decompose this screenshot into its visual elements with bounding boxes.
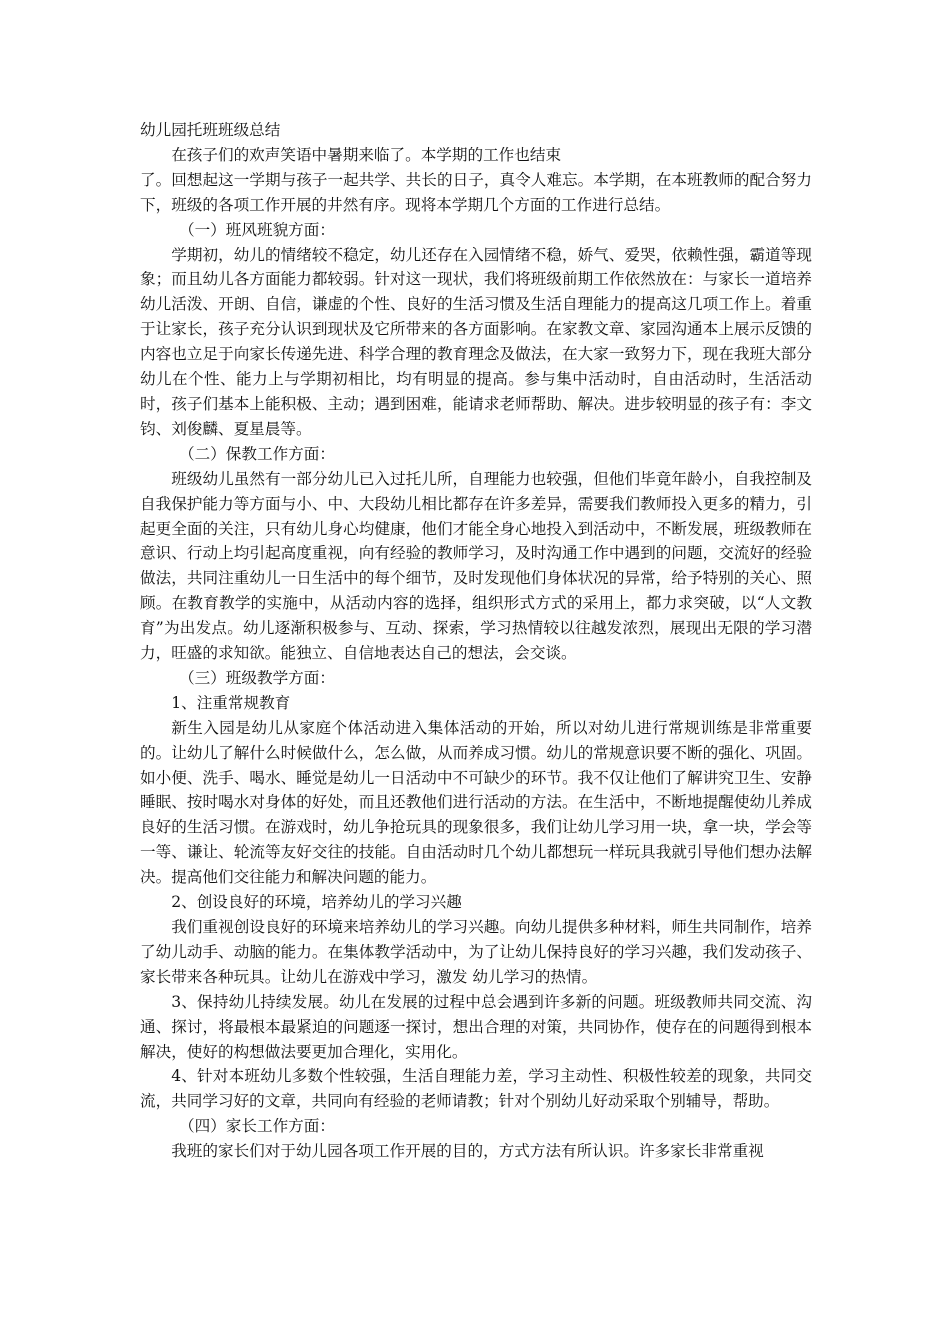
paragraph-parents: 我班的家长们对于幼儿园各项工作开展的目的，方式方法有所认识。许多家长非常重视	[171, 1142, 764, 1161]
subheading-routine-education: 1、注重常规教育	[171, 693, 291, 712]
paragraph-continuous-development: 3、保持幼儿持续发展。幼儿在发展的过程中总会遇到许多新的问题。班级教师共同交流、沟通、探讨，将最根本最紧迫的问题逐一探讨，想出合理的对策，共同协作，使存在的问题得到根本解决，使好的构想做法要更加合理化，实用化。	[140, 992, 812, 1061]
paragraph-intro-2: 了。回想起这一学期与孩子一起共学、共长的日子，真令人难忘。本学期，在本班教师的配合努力下，班级的各项工作开展的井然有序。现将本学期几个方面的工作进行总结。	[140, 170, 812, 214]
paragraph-routine-education: 新生入园是幼儿从家庭个体活动进入集体活动的开始，所以对幼儿进行常规训练是非常重要的。让幼儿了解什么时候做什么，怎么做，从而养成习惯。幼儿的常规意识要不断的强化、巩固。如小便、洗手、喝水、睡觉是幼儿一日活动中不可缺少的环节。我不仅让他们了解讲究卫生、安静睡眠、按时喝水对身体的好处，而且还教他们进行活动的方法。在生活中，不断地提醒使幼儿养成良好的生活习惯。在游戏时，幼儿争抢玩具的现象很多，我们让幼儿学习用一块，拿一块，学会等一等、谦让、轮流等友好交往的技能。自由活动时几个幼儿都想玩一样玩具我就引导他们想办法解决。提高他们交往能力和解决问题的能力。	[140, 718, 812, 887]
document-title: 幼儿园托班班级总结	[140, 121, 281, 139]
paragraph-environment: 我们重视创设良好的环境来培养幼儿的学习兴趣。向幼儿提供多种材料，师生共同制作，培养了幼儿动手、动脑的能力。在集体教学活动中，为了让幼儿保持良好的学习兴趣，我们发动孩子、家长带来各种玩具。让幼儿在游戏中学习，激发 幼儿学习的热情。	[140, 918, 812, 986]
section-heading-teaching: （三）班级教学方面：	[179, 668, 335, 687]
paragraph-intro-1: 在孩子们的欢声笑语中暑期来临了。本学期的工作也结束	[171, 145, 562, 164]
paragraph-individuality: 4、针对本班幼儿多数个性较强，生活自理能力差，学习主动性、积极性较差的现象，共同交流，共同学习好的文章，共同向有经验的老师请教；针对个别幼儿好动采取个别辅导，帮助。	[140, 1067, 812, 1111]
section-heading-parents: （四）家长工作方面：	[179, 1117, 335, 1136]
paragraph-class-style: 学期初，幼儿的情绪较不稳定，幼儿还存在入园情绪不稳，娇气、爱哭，依赖性强，霸道等现象；而且幼儿各方面能力都较弱。针对这一现状，我们将班级前期工作依然放在：与家长一道培养幼儿活泼、开朗、自信，谦虚的个性、良好的生活习惯及生活自理能力的提高这几项工作上。着重于让家长，孩子充分认识到现状及它所带来的各方面影响。在家教文章、家园沟通本上展示反馈的内容也立足于向家长传递先进、科学合理的教育理念及做法，在大家一致努力下，现在我班大部分幼儿在个性、能力上与学期初相比，均有明显的提高。参与集中活动时，自由活动时，生活活动时，孩子们基本上能积极、主动；遇到困难，能请求老师帮助、解决。进步较明显的孩子有：李文钧、刘俊麟、夏星晨等。	[140, 245, 812, 438]
section-heading-class-style: （一）班风班貌方面：	[179, 220, 335, 239]
subheading-environment: 2、创设良好的环境，培养幼儿的学习兴趣	[171, 893, 462, 912]
document-body	[140, 118, 812, 1164]
section-heading-care-education: （二）保教工作方面：	[179, 444, 335, 463]
paragraph-care-education: 班级幼儿虽然有一部分幼儿已入过托儿所，自理能力也较强，但他们毕竟年龄小，自我控制及自我保护能力等方面与小、中、大段幼儿相比都存在许多差异，需要我们教师投入更多的精力，引起更全面的关注，只有幼儿身心均健康，他们才能全身心地投入到活动中，不断发展，班级教师在意识、行动上均引起高度重视，向有经验的教师学习，及时沟通工作中遇到的问题，交流好的经验做法，共同注重幼儿一日生活中的每个细节，及时发现他们身体状况的异常，给予特别的关心、照顾。在教育教学的实施中，从活动内容的选择，组织形式方式的采用上，都力求突破，以“人文教育”为出发点。幼儿逐渐积极参与、互动、探索，学习热情较以往越发浓烈，展现出无限的学习潜力，旺盛的求知欲。能独立、自信地表达自己的想法，会交谈。	[140, 469, 812, 663]
